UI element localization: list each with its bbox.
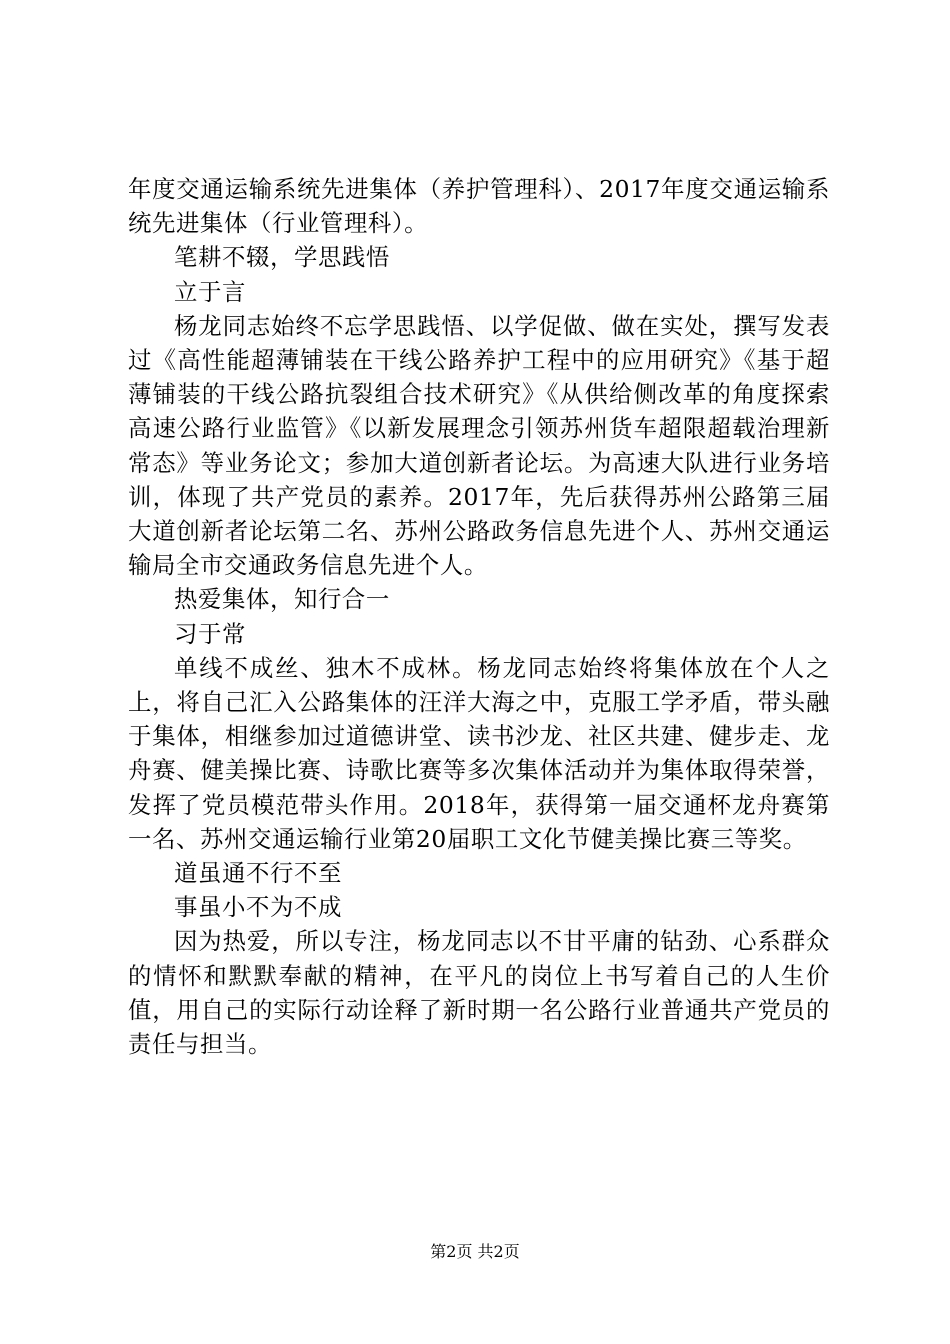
- paragraph-continuation: 年度交通运输系统先进集体（养护管理科）、2017年度交通运输系统先进集体（行业管理科）。: [128, 175, 830, 238]
- section-subheading: 习于常: [174, 619, 246, 648]
- section-subheading: 立于言: [174, 277, 246, 306]
- section-heading: 笔耕不辍，学思践悟: [174, 243, 390, 272]
- document-body: [128, 172, 830, 1061]
- page-number: 第2页 共2页: [430, 1242, 520, 1261]
- section-heading: 道虽通不行不至: [174, 859, 342, 888]
- paragraph: 单线不成丝、独木不成林。杨龙同志始终将集体放在个人之上，将自己汇入公路集体的汪洋大海之中，克服工学矛盾，带头融于集体，相继参加过道德讲堂、读书沙龙、社区共建、健步走、龙舟赛、健美操比赛、诗歌比赛等多次集体活动并为集体取得荣誉，发挥了党员模范带头作用。2018年，获得第一届交通杯龙舟赛第一名、苏州交通运输行业第20届职工文化节健美操比赛三等奖。: [128, 653, 830, 853]
- paragraph: 杨龙同志始终不忘学思践悟、以学促做、做在实处，撰写发表过《高性能超薄铺装在干线公路养护工程中的应用研究》《基于超薄铺装的干线公路抗裂组合技术研究》《从供给侧改革的角度探索高速公路行业监管》《以新发展理念引领苏州货车超限超载治理新常态》等业务论文；参加大道创新者论坛。为高速大队进行业务培训，体现了共产党员的素养。2017年，先后获得苏州公路第三届大道创新者论坛第二名、苏州公路政务信息先进个人、苏州交通运输局全市交通政务信息先进个人。: [128, 311, 830, 580]
- section-heading: 热爱集体，知行合一: [174, 585, 390, 614]
- section-subheading: 事虽小不为不成: [174, 893, 342, 922]
- page-footer: [0, 1242, 950, 1262]
- paragraph: 因为热爱，所以专注，杨龙同志以不甘平庸的钻劲、心系群众的情怀和默默奉献的精神，在平凡的岗位上书写着自己的人生价值，用自己的实际行动诠释了新时期一名公路行业普通共产党员的责任与担当。: [128, 927, 830, 1059]
